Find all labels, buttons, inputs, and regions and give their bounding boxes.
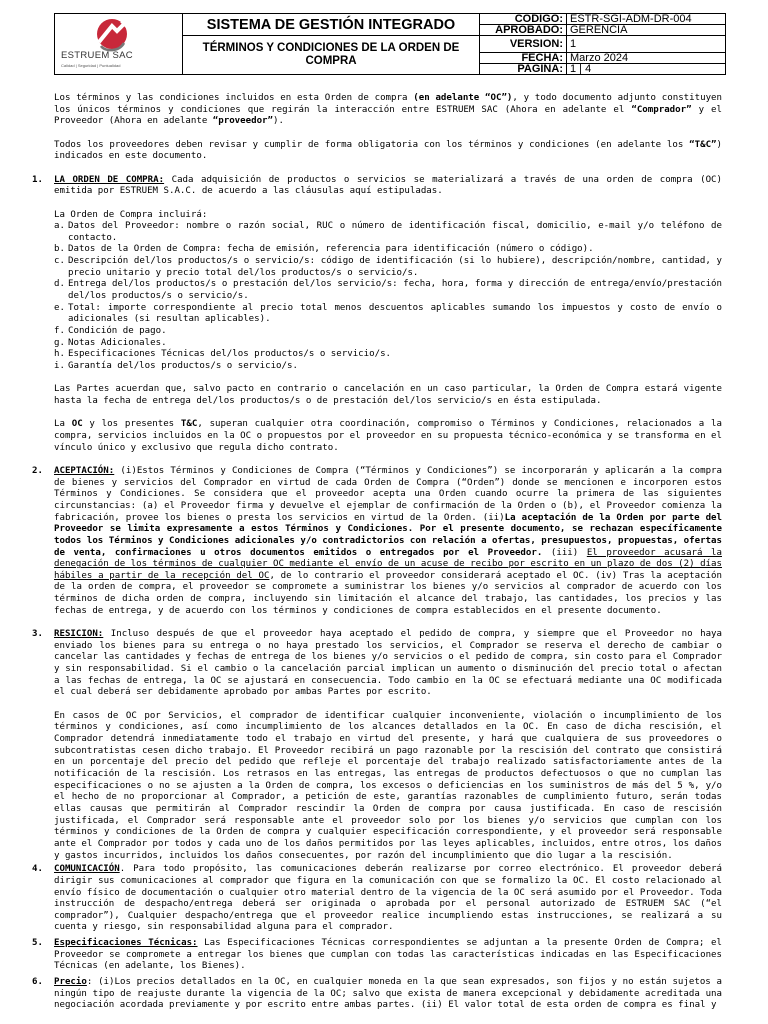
section-title: ACEPTACIÓN: bbox=[54, 465, 115, 476]
section-paragraph bbox=[54, 175, 722, 198]
field-label: PAGINA: bbox=[480, 64, 567, 75]
text: (i)Estos Términos y Condiciones de Compra (“Términos y Condiciones”) se incorporarán y aplicarán a la compra de bienes y servicios del Comprador en virtud de cada Orden de Compra (“Orden”) donde se mencionen e incorporen estos Términos y Condiciones. Se considera que el proveedor acepta una Orden cuando ocurre la primera de las siguientes circunstancias: (a) el Proveedor firma y devuelve el ejemplar de confirmación de la Orden o (b), el Proveedor comienza la fabricación, provee los bienes o presta los servicios en virtud de la Orden. (ii) bbox=[54, 465, 722, 523]
section-number: 1. bbox=[32, 174, 43, 185]
text: Entrega del/los productos/s o prestación del/los servicio/s: fecha, hora, forma y dirección de entrega/envío/prestación del/los productos/s o servicio/s. bbox=[68, 279, 722, 302]
company-logo bbox=[55, 14, 182, 74]
text: , superan cualquier otra coordinación, compromiso o Términos y Condiciones, relacionados a la compra, servicios incluidos en la OC o propuestos por el proveedor en su propuesta técnico-económica y se transforma en el vínculo único y exclusivo que regula dicho contrato. bbox=[54, 419, 722, 453]
text: El proveedor acusará la denegación de los términos de cualquier OC mediante el envío de un acuse de recibo por escrito en un plazo de dos (2) días hábiles a partir de la recepción del OC bbox=[54, 547, 722, 581]
company-tagline: Calidad | Seguridad | Puntualidad bbox=[61, 63, 121, 68]
text: Condición de pago. bbox=[68, 326, 167, 337]
section-paragraph bbox=[54, 629, 722, 699]
logo-cell bbox=[55, 14, 183, 75]
field-value: GERENCIA bbox=[567, 25, 726, 36]
text: La aceptación de la Orden por parte del Proveedor se limita expresamente a estos Términos y Condiciones. Por el presente documento, se rechazan específicamente todos los Términos y Condiciones adicionales y/o contradictorios con relación a ofertas, presupuestos, propuestas, ofertas de venta, confirmaciones u otros documentos emitidos o entregados por el Proveedor. bbox=[54, 512, 722, 558]
section-title: RESICION: bbox=[54, 629, 104, 640]
system-title: SISTEMA DE GESTIÓN INTEGRADO bbox=[206, 16, 456, 33]
text: Los términos y las condiciones incluidos en esta Orden de compra bbox=[54, 93, 414, 103]
document-header bbox=[54, 13, 726, 75]
text: “T&C” bbox=[689, 139, 717, 150]
list-letter: g. bbox=[54, 337, 65, 348]
list-letter: a. bbox=[54, 221, 65, 232]
list-item bbox=[54, 326, 722, 338]
list-letter: i. bbox=[54, 361, 65, 372]
section-title: Especificaciones Técnicas: bbox=[54, 938, 198, 949]
list-item bbox=[54, 338, 722, 350]
field-label: FECHA: bbox=[480, 53, 567, 64]
text: y el Proveedor (Ahora en adelante bbox=[54, 104, 722, 127]
section-number: 4. bbox=[32, 864, 43, 875]
text: Las Especificaciones Técnicas correspondientes se adjuntan a la presente Orden de Compra; el Proveedor se compromete a entregar los bienes que cumplan con todas las características indicadas en las Especificaciones Técnicas (en adelante, los Bienes). bbox=[54, 938, 722, 972]
field-label: CODIGO: bbox=[480, 14, 567, 25]
text: OC bbox=[71, 419, 83, 430]
text: ) indicados en este documento. bbox=[54, 139, 722, 162]
list-item bbox=[54, 361, 722, 373]
list-letter: h. bbox=[54, 349, 65, 360]
section-number: 6. bbox=[32, 977, 43, 988]
intro-paragraph bbox=[54, 140, 722, 163]
section-5 bbox=[32, 938, 722, 973]
doc-title-cell bbox=[183, 36, 480, 75]
section-paragraph bbox=[54, 977, 722, 1012]
list-item bbox=[54, 221, 722, 244]
text: (iii) bbox=[542, 547, 587, 558]
list-intro: La Orden de Compra incluirá: bbox=[54, 209, 208, 220]
section-number: 3. bbox=[32, 629, 43, 640]
text: “Comprador” bbox=[631, 104, 692, 115]
section-1 bbox=[32, 174, 722, 455]
text: (en adelante “OC”) bbox=[413, 93, 513, 103]
field-value: ESTR-SGI-ADM-DR-004 bbox=[567, 14, 726, 25]
text: Cada adquisición de productos o servicios se materializará a través de una orden de compra (OC) emitida por ESTRUEM S.A.C. de acuerdo a las cláusulas aquí estipuladas. bbox=[54, 174, 722, 197]
text: La bbox=[54, 419, 72, 430]
company-name: ESTRUEM SAC bbox=[61, 50, 133, 61]
field-label: APROBADO: bbox=[480, 25, 567, 36]
field-value: 1 | 4 bbox=[567, 64, 726, 75]
section-paragraph bbox=[54, 466, 722, 618]
text: “proveedor” bbox=[212, 116, 274, 127]
list-letter: b. bbox=[54, 244, 65, 255]
section-paragraph bbox=[54, 864, 722, 934]
list-item bbox=[54, 256, 722, 279]
text: y los presentes bbox=[82, 419, 181, 430]
field-label: VERSION: bbox=[480, 36, 567, 53]
text: Datos de la Orden de Compra: fecha de emisión, referencia para identificación (número o código). bbox=[68, 244, 594, 255]
section-3 bbox=[32, 629, 722, 862]
section-number: 2. bbox=[32, 465, 43, 476]
system-title-cell bbox=[183, 14, 480, 36]
section-title: Precio bbox=[54, 977, 87, 988]
text: : (i)Los precios detallados en la OC, en cualquier moneda en la que sean expresados, son fijos y no están sujetos a ningún tipo de reajuste durante la vigencia de la OC; salvo que exista de manera excepcional y debidamente acreditada una negociación acordada previamente y por escrito entre ambas partes. (ii) El valor total de esta orden de compra es final y bbox=[54, 977, 722, 1011]
list-item bbox=[54, 244, 722, 256]
section-paragraph: Las Partes acuerdan que, salvo pacto en contrario o cancelación en un caso particular, la Orden de Compra estará vigente hasta la fecha de entrega del/los productos/s o de prestación del/los servicio/s en ésta estipulada. bbox=[54, 384, 722, 406]
text: , y todo documento adjunto constituyen los únicos términos y condiciones que regirán la interacción entre ESTRUEM SAC (Ahora en adelante el bbox=[54, 93, 723, 115]
document-title: TÉRMINOS Y CONDICIONES DE LA ORDEN DE COMPRA bbox=[202, 42, 460, 67]
section-4 bbox=[32, 864, 722, 934]
section-6 bbox=[32, 977, 722, 1012]
list-letter: d. bbox=[54, 279, 65, 290]
text: ). bbox=[273, 116, 284, 127]
section-paragraph bbox=[54, 419, 722, 454]
text: Notas Adicionales. bbox=[68, 337, 167, 348]
text: Garantía del/los productos/s o servicio/s. bbox=[68, 361, 298, 372]
list-letter: e. bbox=[54, 302, 65, 313]
text: . Para todo propósito, las comunicaciones deberán realizarse por correo electrónico. El proveedor deberá dirigir sus comunicaciones al comprador que figura en la comunicación con que se formalizo la OC. El costo relacionado al envío físico de documentación o cualquier otro material dentro de la vigencia de la OC será asumido por el Proveedor. Toda instrucción de despacho/entrega deberá ser originada o aprobada por el personal autorizado de ESTRUEM SAC (“el comprador”), Cualquier despacho/entrega que el proveedor realice incumpliendo estas instrucciones, se realizará a su cuenta y riesgo, sin responsabilidad alguna para el comprador. bbox=[54, 864, 722, 933]
text: Todos los proveedores deben revisar y cumplir de forma obligatoria con los términos y condiciones (en adelante los bbox=[54, 139, 690, 150]
text: T&C bbox=[180, 419, 198, 430]
field-value: Marzo 2024 bbox=[567, 53, 726, 64]
section-title: COMUNICACIÓN bbox=[54, 864, 120, 875]
document-body bbox=[32, 93, 723, 1024]
section-number: 5. bbox=[32, 938, 43, 949]
section-title: LA ORDEN DE COMPRA: bbox=[54, 174, 165, 185]
text: , de lo contrario el proveedor considerará aceptado el OC. (iv) Tras la aceptación de la orden de compra, el proveedor se compromete a suministrar los bienes y/o servicios al comprador de acuerdo con los términos de dicha orden de compra, incluyendo sin limitación el alcance del trabajo, las cantidades, los precios y las fechas de entrega, y de acuerdo con los términos y condiciones de compra establecidos en el presente documento. bbox=[54, 570, 722, 616]
list-letter: c. bbox=[54, 256, 65, 267]
included-items-list bbox=[54, 221, 722, 373]
list-letter: f. bbox=[54, 326, 65, 337]
list-item bbox=[54, 279, 722, 302]
text: Total: importe correspondiente al precio total menos descuentos aplicables sumando los impuestos y costo de envío o adicionales (si resultan aplicables). bbox=[68, 302, 722, 325]
section-paragraph bbox=[54, 938, 722, 973]
text: Datos del Proveedor: nombre o razón social, RUC o número de identificación fiscal, domicilio, e-mail y/o teléfono de contacto. bbox=[68, 221, 722, 243]
list-item bbox=[54, 303, 722, 326]
section-paragraph: En casos de OC por Servicios, el comprador de identificar cualquier inconveniente, violación o incumplimiento de los términos y condiciones, así como incumplimiento de los alcances detallados en la OC. En caso de dicha rescisión, el Comprador detendrá inmediatamente todo el trabajo en virtud del presente, y hará que cualquiera de sus proveedores o subcontratistas cesen dicho trabajo. El Proveedor recibirá un pago razonable por la rescisión del contrato que consistirá en un porcentaje del precio del pedido que refleje el porcentaje del trabajo realizado satisfactoriamente antes de la notificación de la rescisión. Los retrasos en las entregas, las entregas de productos defectuosos o que no cumplan las especificaciones o no se ajusten a la Orden de compra, los excesos o deficiencias en los suministros de más del 5 %, y/o el hecho de no proporcionar al Comprador, a petición de este, garantías razonables de cumplimiento futuro, serán todas ellas causas que permitirán al Comprador rescindir la Orden de compra por causa justificada. En caso de rescisión justificada, el Comprador será responsable ante el proveedor solo por los bienes y/o servicios que cumplan con los términos y condiciones de la Orden de compra y cualquier especificación correspondiente, y el proveedor será responsable ante el Comprador por todos y cada uno de los daños permitidos por las leyes aplicables, incluidos, entre otros, los daños y gastos incurridos, incluidos los daños consecuentes, por razón del incumplimiento que dio lugar a la rescisión. bbox=[54, 710, 722, 861]
intro-paragraph bbox=[54, 93, 722, 128]
text: Incluso después de que el proveedor haya aceptado el pedido de compra, y siempre que el Proveedor no haya enviado los bienes para su entrega o no haya prestado los servicios, el Comprador se reserva el derecho de cambiar o cancelar las cantidades y fechas de entrega de los bienes y/o servicios o el pedido de compra, sin costo para el Comprador y sin responsabilidad. Si el cambio o la cancelación parcial implican un aumento o disminución del precio total o afectan a las fechas de entrega, la OC se ajustará en consecuencia. Todo cambio en la OC se efectuará mediante una OC modificada el cual deberá ser debidamente aprobado por ambas Partes por escrito. bbox=[54, 629, 722, 698]
list-item bbox=[54, 349, 722, 361]
field-value: 1 bbox=[567, 36, 726, 53]
text: Especificaciones Técnicas del/los productos/s o servicio/s. bbox=[68, 349, 392, 360]
text: Descripción del/los productos/s o servicio/s: código de identificación (si lo hubiere), descripción/nombre, cantidad, y precio unitario y precio total del/los productos/s o servicio/s. bbox=[68, 256, 722, 278]
section-2 bbox=[32, 465, 722, 618]
